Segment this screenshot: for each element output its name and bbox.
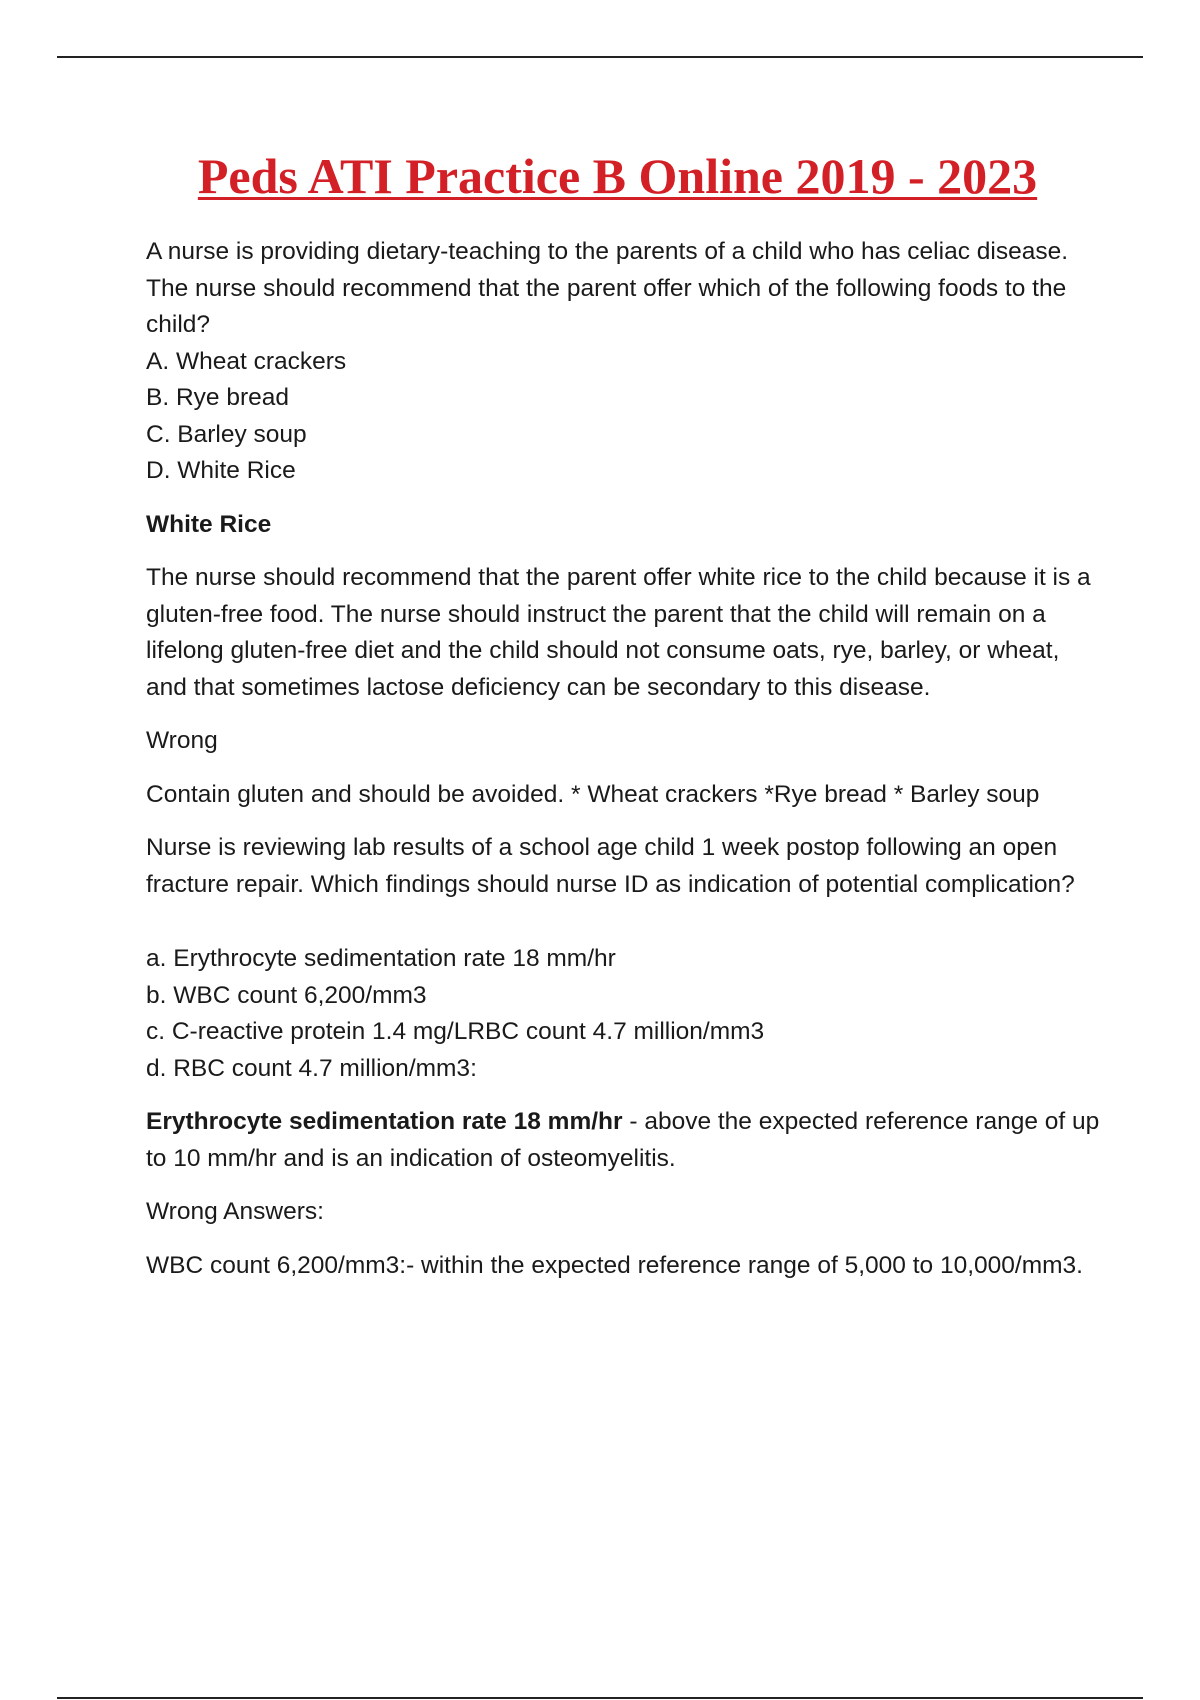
question-2-option-a: a. Erythrocyte sedimentation rate 18 mm/hr [146,945,616,972]
question-2-wrong-label: Wrong Answers: [146,1198,324,1225]
question-2-option-d: d. RBC count 4.7 million/mm3: [146,1054,477,1082]
question-2-wrong-text: WBC count 6,200/mm3:- within the expected reference range of 5,000 to 10,000/mm3. [146,1251,1083,1279]
bottom-divider [57,1697,1143,1699]
question-1-rationale: The nurse should recommend that the parent offer white rice to the child because it is a gluten-free food. The nurse should instruct the parent that the child will remain on a lifelong gluten-free diet and the child should not consume oats, rye, barley, or wheat, and that sometimes lactose deficiency can be secondary to this disease. [146,564,1091,701]
question-2-option-b: b. WBC count 6,200/mm3 [146,981,427,1009]
question-2-answer: Erythrocyte sedimentation rate 18 mm/hr [146,1108,623,1135]
question-2-rationale [146,1104,1101,1177]
document-body [146,234,1101,1284]
document-title: Peds ATI Practice B Online 2019 - 2023 [197,148,1038,204]
top-divider [57,56,1143,58]
question-2-option-c: c. C-reactive protein 1.4 mg/LRBC count 4.7 million/mm3 [146,1018,765,1045]
question-1-text: A nurse is providing dietary-teaching to the parents of a child who has celiac disease. The nurse should recommend that the parent offer which of the following foods to the child? [146,238,1069,338]
question-1-wrong-text: Contain gluten and should be avoided. * Wheat crackers *Rye bread * Barley soup [146,780,1040,808]
question-1-wrong-label: Wrong [146,727,218,754]
question-1-answer: White Rice [146,510,272,538]
question-2-text: Nurse is reviewing lab results of a school age child 1 week postop following an open fracture repair. Which findings should nurse ID as indication of potential complication? [146,834,1075,898]
question-1-option-b: B. Rye bread [146,384,289,411]
question-1-option-a: A. Wheat crackers [146,347,347,375]
question-2-rationale-text: - above the expected reference range of up to 10 mm/hr and is an indication of osteomyelitis. [146,1108,1100,1172]
question-1-option-d: D. White Rice [146,457,296,484]
question-1-option-c: C. Barley soup [146,420,307,448]
